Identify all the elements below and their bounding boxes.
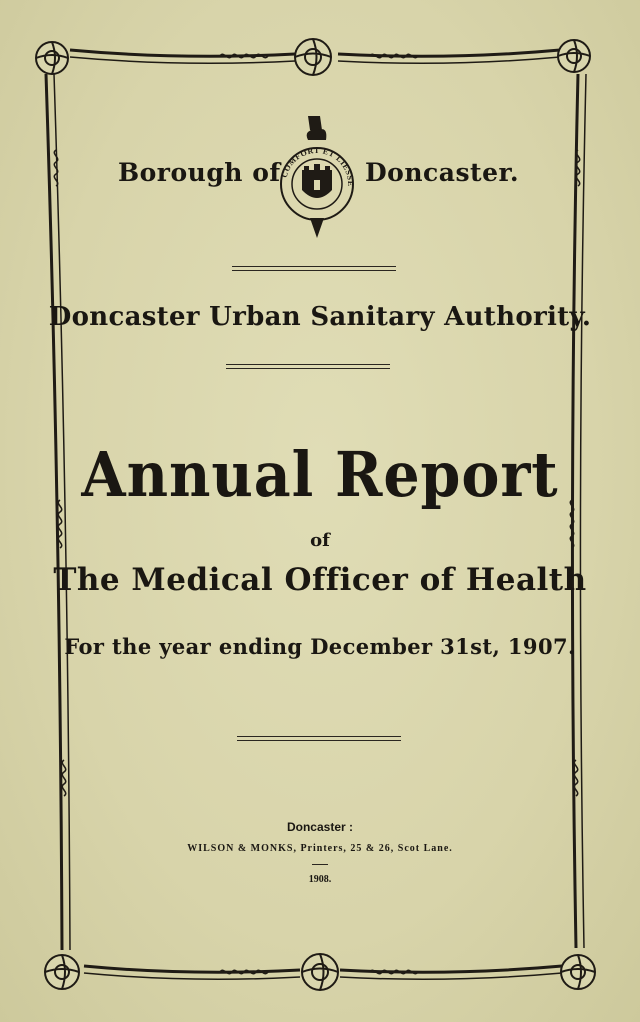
divider [232,270,396,271]
divider [312,864,328,865]
report-title: Annual Report [81,438,559,511]
divider [237,736,401,737]
imprint-place: Doncaster : [286,820,354,834]
crest-motto: COMFORT ET LIESSE [279,145,356,187]
report-period: For the year ending December 31st, 1907. [64,634,576,659]
borough-label: Borough of [118,158,281,187]
divider [226,368,390,369]
officer-heading: The Medical Officer of Health [53,562,587,598]
divider [226,364,390,365]
imprint-year: 1908. [308,874,332,885]
authority-heading: Doncaster Urban Sanitary Authority. [48,302,592,332]
divider [232,266,396,267]
title-of: of [310,530,330,551]
town-label: Doncaster. [365,158,520,187]
divider [237,740,401,741]
imprint-printer: WILSON & MONKS, Printers, 25 & 26, Scot Lane. [187,843,453,854]
borough-crest [272,106,362,240]
